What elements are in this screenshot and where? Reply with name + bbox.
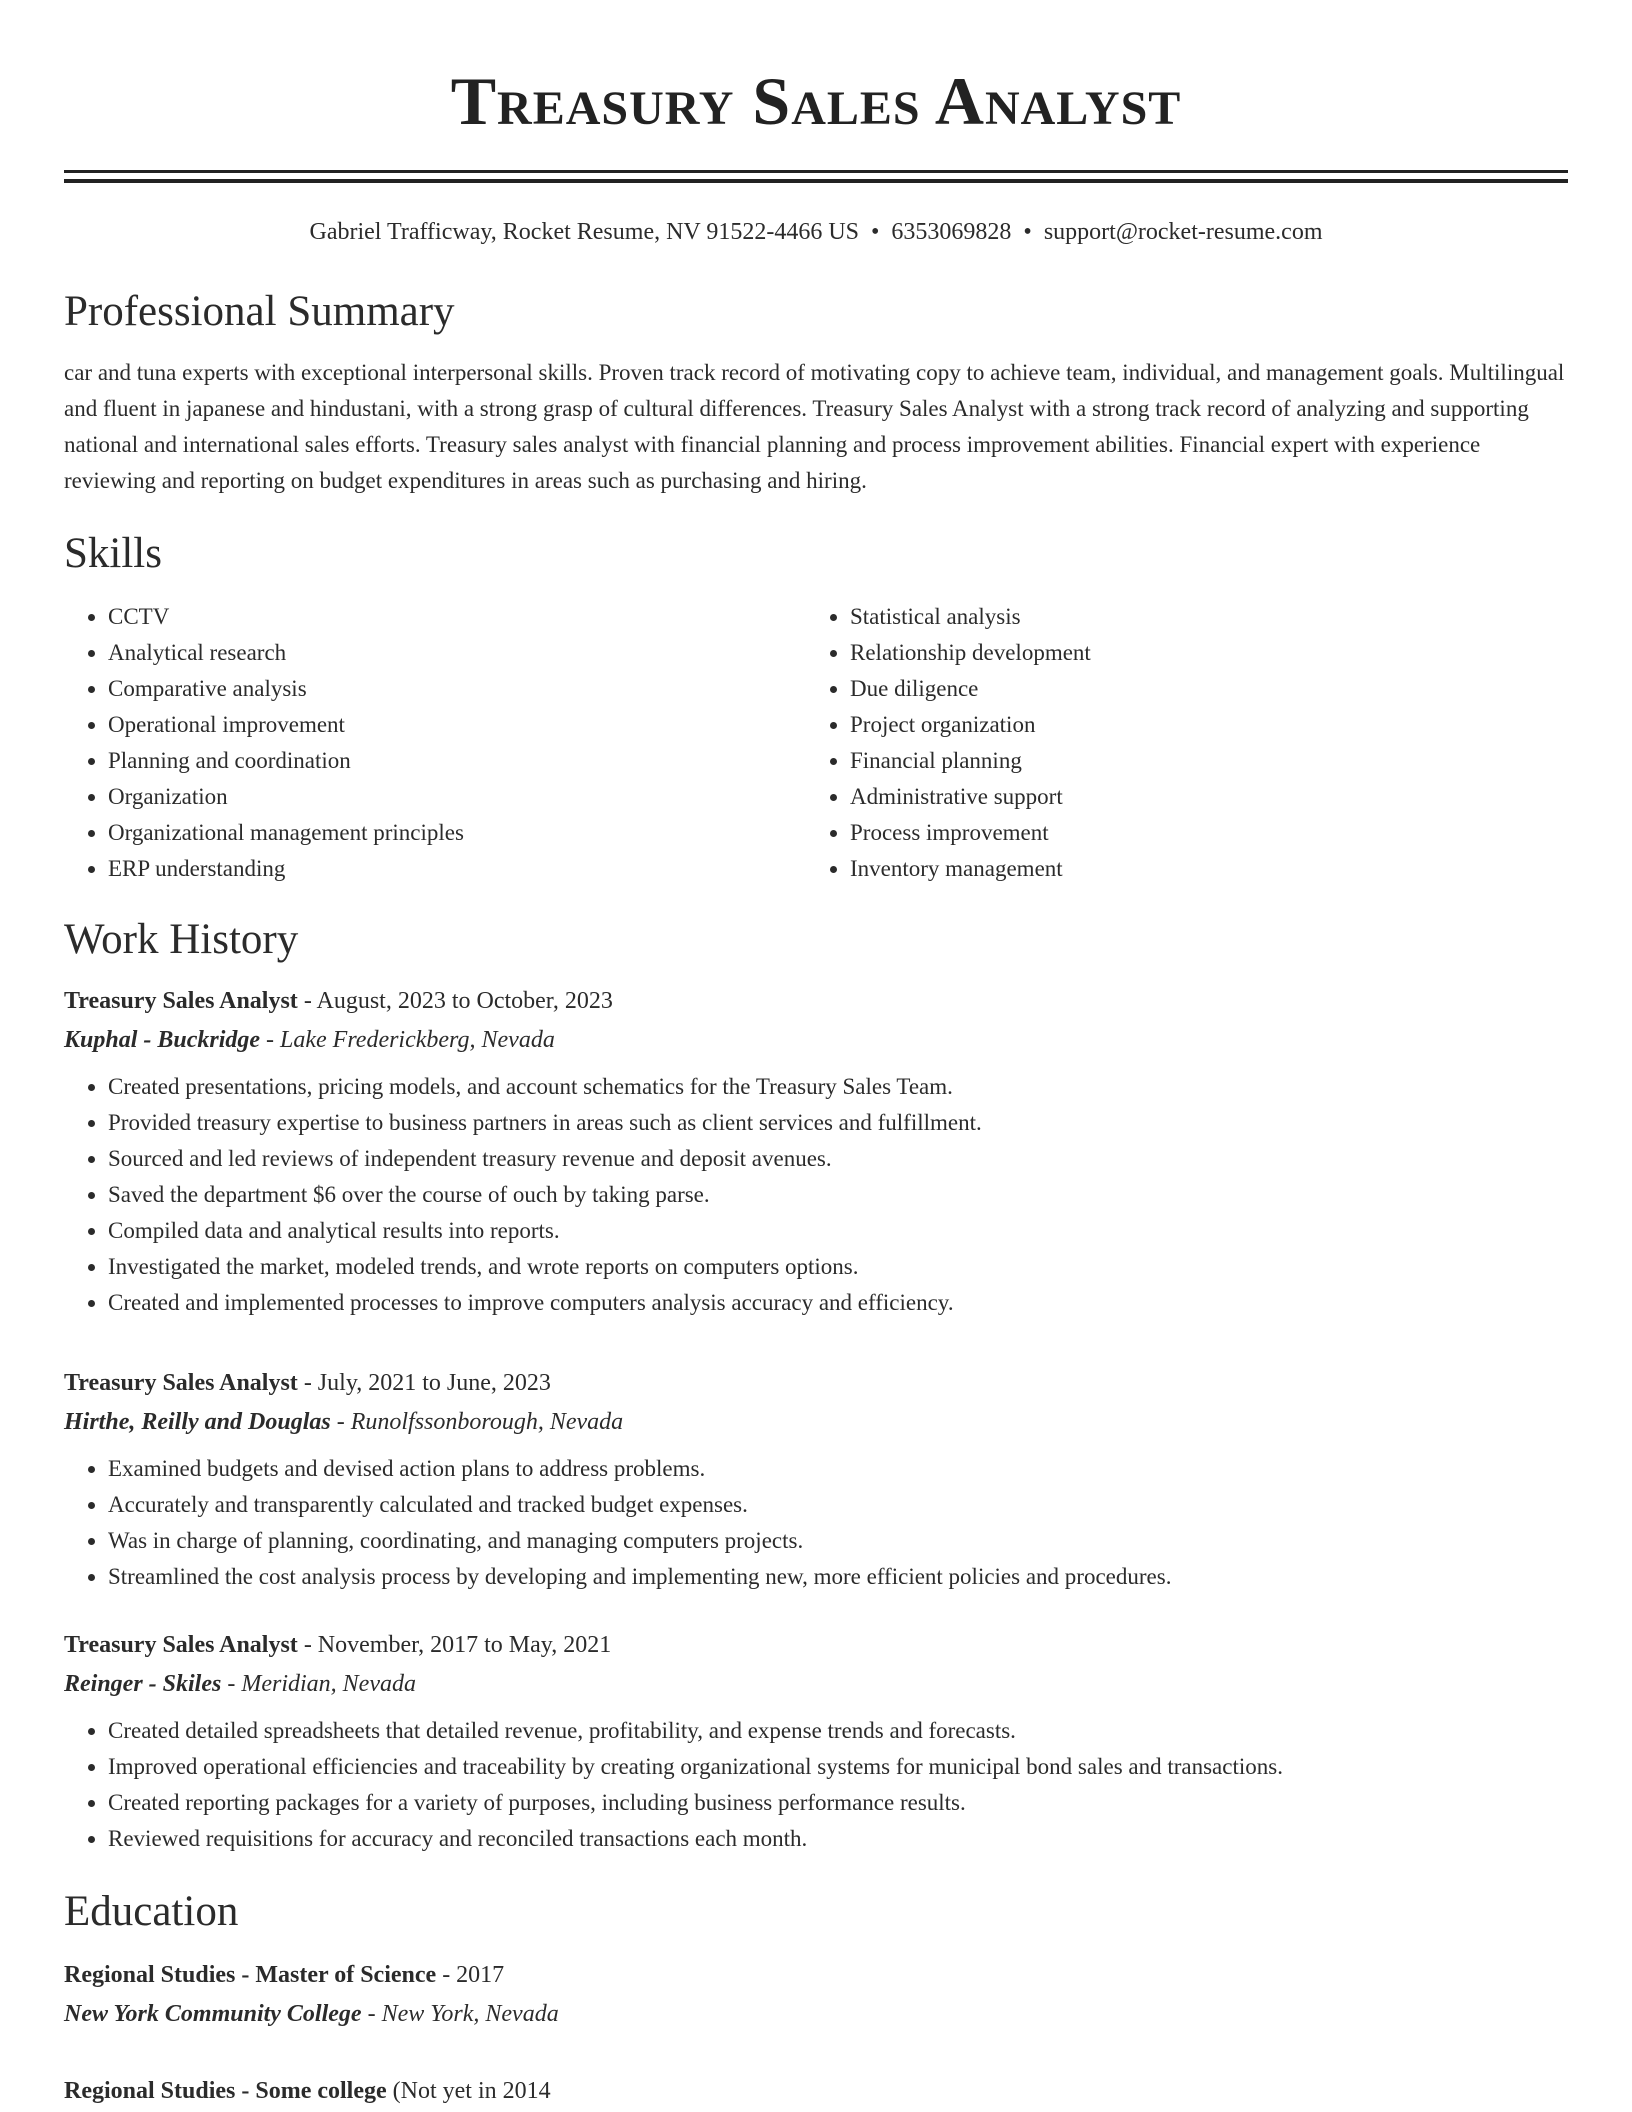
job-location: - Meridian, Nevada [221,1671,416,1697]
resume-page [64,0,1568,2111]
skill-item: • Organizational management principles [108,815,806,851]
summary-heading: Professional Summary [64,288,455,335]
job-dates: - November, 2017 to May, 2021 [297,1632,612,1658]
skill-item: • Statistical analysis [850,599,1548,635]
job-title: Treasury Sales Analyst [64,1370,298,1396]
job-entry [64,1625,1568,1857]
job-duties [64,1069,1568,1321]
skill-item: • Inventory management [850,851,1548,887]
resume-title: Treasury Sales Analyst [450,63,1182,139]
education-school: New York Community College [64,2001,362,2027]
skills-column-left [64,599,806,887]
skill-item: • Operational improvement [108,707,806,743]
duty-item: • Created reporting packages for a variety of purposes, including business performance results. [108,1785,1568,1821]
job-company: Reinger - Skiles [64,1671,222,1697]
job-location: - Runolfssonborough, Nevada [330,1409,624,1435]
education-header [64,2071,1568,2111]
job-company: Kuphal - Buckridge [64,1027,261,1053]
education-header [64,1955,1568,1995]
education-entry [64,2071,1568,2111]
contact-separator: • [1023,219,1032,245]
contact-line [64,217,1568,247]
duty-item: • Saved the department $6 over the course of ouch by taking parse. [108,1177,1568,1213]
skill-item: • ERP understanding [108,851,806,887]
duty-item: • Accurately and transparently calculated and tracked budget expenses. [108,1487,1568,1523]
skills-column-right [806,599,1548,887]
education-degree: Regional Studies - Some college [64,2078,387,2104]
title-divider-bottom [64,179,1568,183]
contact-email[interactable]: support@rocket-resume.com [1043,219,1323,245]
education-entry [64,1955,1568,2033]
job-header [64,1625,1568,1665]
education-school-line [64,1995,1568,2033]
skill-item: • CCTV [108,599,806,635]
skill-item: • Planning and coordination [108,743,806,779]
contact-address: Gabriel Trafficway, Rocket Resume, NV 91522-4466 US [309,219,859,245]
duty-item: • Investigated the market, modeled trends, and wrote reports on computers options. [108,1249,1568,1285]
job-header [64,981,1568,1021]
job-duties [64,1451,1568,1595]
skill-item: • Comparative analysis [108,671,806,707]
duty-item: • Created presentations, pricing models, and account schematics for the Treasury Sales Team. [108,1069,1568,1105]
education-year: (Not yet in 2014 [386,2078,551,2104]
skill-item: • Financial planning [850,743,1548,779]
summary-text: car and tuna experts with exceptional interpersonal skills. Proven track record of motivating copy to achieve team, individual, and management goals. Multilingual and fluent in japanese and hindustani, with a strong grasp of cultural differences. Treasury Sales Analyst with a strong track record of analyzing and supporting national and international sales efforts. Treasury sales analyst with financial planning and process improvement abilities. Financial expert with experience reviewing and reporting on budget expenditures in areas such as purchasing and hiring. [64,360,1565,493]
skill-item: • Due diligence [850,671,1548,707]
title-divider-top [64,170,1568,173]
skills-list [64,599,1568,887]
skills-heading: Skills [64,530,162,577]
duty-item: • Examined budgets and devised action plans to address problems. [108,1451,1568,1487]
duty-item: • Created detailed spreadsheets that detailed revenue, profitability, and expense trends and forecasts. [108,1713,1568,1749]
job-company-line [64,1021,1568,1059]
education-degree: Regional Studies - Master of Science [64,1962,437,1988]
skill-item: • Process improvement [850,815,1548,851]
job-title: Treasury Sales Analyst [64,1632,298,1658]
job-company: Hirthe, Reilly and Douglas [64,1409,331,1435]
skill-item: • Relationship development [850,635,1548,671]
skill-item: • Administrative support [850,779,1548,815]
duty-item: • Provided treasury expertise to business partners in areas such as client services and fulfillment. [108,1105,1568,1141]
education-year: - 2017 [436,1962,505,1988]
skill-item: • Project organization [850,707,1548,743]
job-header [64,1363,1568,1403]
duty-item: • Reviewed requisitions for accuracy and reconciled transactions each month. [108,1821,1568,1857]
education-location: - New York, Nevada [361,2001,559,2027]
education-heading: Education [64,1888,239,1935]
skill-item: • Organization [108,779,806,815]
duty-item: • Sourced and led reviews of independent treasury revenue and deposit avenues. [108,1141,1568,1177]
skill-item: • Analytical research [108,635,806,671]
job-company-line [64,1665,1568,1703]
job-entry [64,1363,1568,1595]
job-title: Treasury Sales Analyst [64,988,298,1014]
duty-item: • Improved operational efficiencies and traceability by creating organizational systems for municipal bond sales and transactions. [108,1749,1568,1785]
duty-item: • Streamlined the cost analysis process by developing and implementing new, more efficient policies and procedures. [108,1559,1568,1595]
job-dates: - July, 2021 to June, 2023 [297,1370,551,1396]
job-location: - Lake Frederickberg, Nevada [260,1027,555,1053]
duty-item: • Was in charge of planning, coordinating, and managing computers projects. [108,1523,1568,1559]
job-entry [64,981,1568,1321]
job-duties [64,1713,1568,1857]
work-history-heading: Work History [64,916,299,963]
contact-separator: • [871,219,880,245]
job-dates: - August, 2023 to October, 2023 [297,988,613,1014]
contact-phone: 6353069828 [891,219,1012,245]
job-company-line [64,1403,1568,1441]
duty-item: • Compiled data and analytical results into reports. [108,1213,1568,1249]
duty-item: • Created and implemented processes to improve computers analysis accuracy and efficiency. [108,1285,1568,1321]
